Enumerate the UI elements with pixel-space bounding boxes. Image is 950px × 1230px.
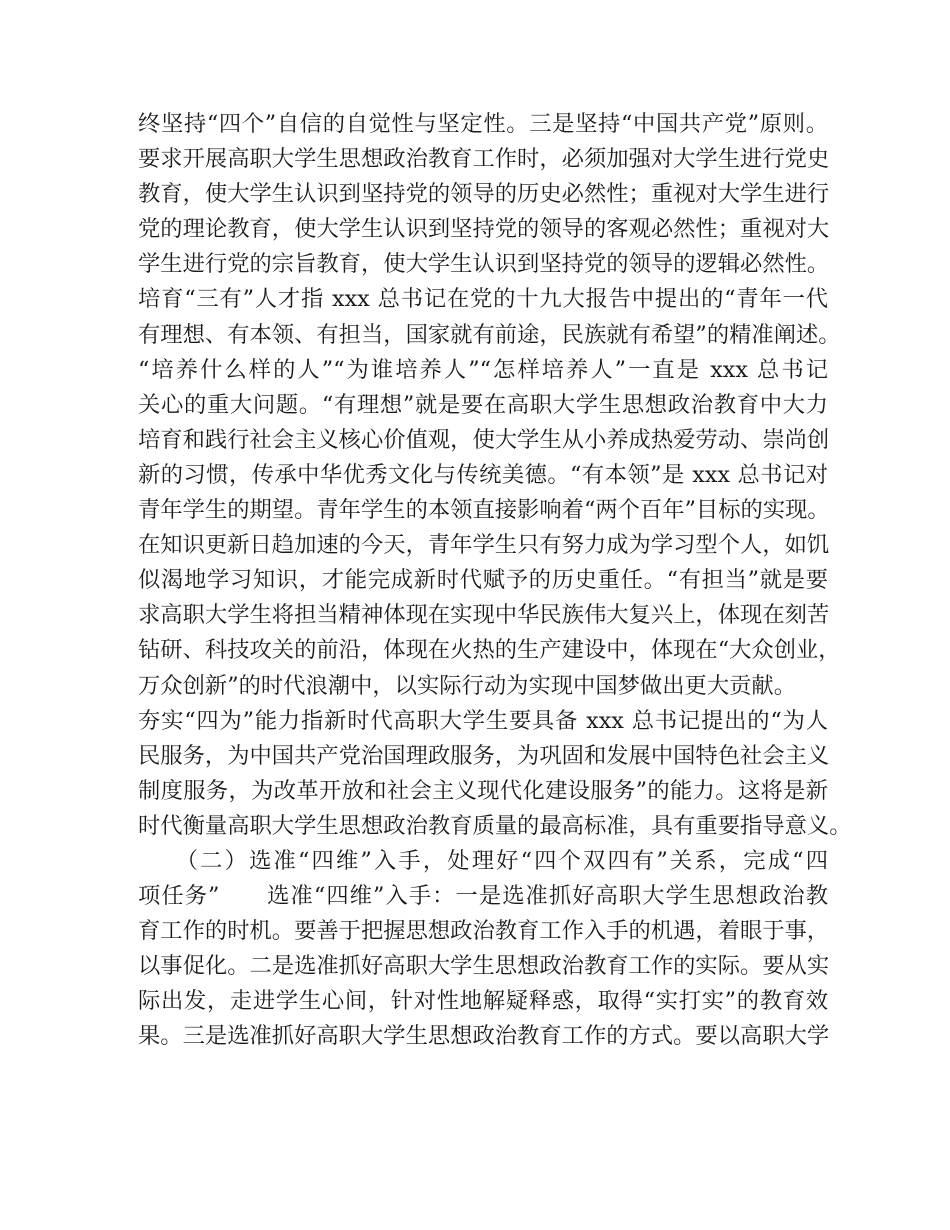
text-line: 有理想、有本领、有担当，国家就有前途，民族就有希望”的精准阐述。 xyxy=(138,321,841,348)
text-line: 际出发，走进学生心间，针对性地解疑释惑，取得“实打实”的教育效 xyxy=(138,988,828,1015)
text-line: 果。三是选准抓好高职大学生思想政治教育工作的方式。要以高职大学 xyxy=(138,1023,830,1050)
body-text xyxy=(138,107,852,1055)
text-line: 青年学生的期望。青年学生的本领直接影响着“两个百年”目标的实现。 xyxy=(138,497,830,524)
text-line: 要求开展高职大学生思想政治教育工作时，必须加强对大学生进行党史 xyxy=(138,146,830,173)
text-line: 钻研、科技攻关的前沿，体现在火热的生产建设中，体现在“大众创业， xyxy=(138,637,841,664)
text-line: （二）选准“四维”入手，处理好“四个双四有”关系，完成“四 xyxy=(138,847,828,874)
text-line: 终坚持“四个”自信的自觉性与坚定性。三是坚持“中国共产党”原则。 xyxy=(138,111,828,137)
text-line: 项任务” 选准“四维”入手：一是选准抓好高职大学生思想政治教 xyxy=(138,883,828,910)
text-line: 求高职大学生将担当精神体现在实现中华民族伟大复兴上，体现在刻苦 xyxy=(138,602,830,629)
text-line: 万众创新”的时代浪潮中，以实际行动为实现中国梦做出更大贡献。 xyxy=(138,672,797,699)
text-line: 育工作的时机。要善于把握思想政治教育工作入手的机遇，着眼于事， xyxy=(138,918,830,945)
text-line: 教育，使大学生认识到坚持党的领导的历史必然性；重视对大学生进行 xyxy=(138,181,830,208)
text-line: 培育“三有”人才指 xxx 总书记在党的十九大报告中提出的“青年一代 xyxy=(138,286,828,313)
text-line: 时代衡量高职大学生思想政治教育质量的最高标准，具有重要指导意义。 xyxy=(138,812,852,839)
text-line: 党的理论教育，使大学生认识到坚持党的领导的客观必然性；重视对大 xyxy=(138,216,830,243)
text-line: 学生进行党的宗旨教育，使大学生认识到坚持党的领导的逻辑必然性。 xyxy=(138,251,830,278)
text-line: 关心的重大问题。“有理想”就是要在高职大学生思想政治教育中大力 xyxy=(138,391,828,418)
text-line: “培养什么样的人”“为谁培养人”“怎样培养人”一直是 xxx 总书记 xyxy=(138,356,828,383)
text-line: 夯实“四为”能力指新时代高职大学生要具备 xxx 总书记提出的“为人 xyxy=(138,707,828,734)
text-line: 以事促化。二是选准抓好高职大学生思想政治教育工作的实际。要从实 xyxy=(138,953,830,980)
text-line: 制度服务，为改革开放和社会主义现代化建设服务”的能力。这将是新 xyxy=(138,777,828,804)
text-line: 在知识更新日趋加速的今天，青年学生只有努力成为学习型个人，如饥 xyxy=(138,532,830,559)
text-line: 民服务，为中国共产党治国理政服务，为巩固和发展中国特色社会主义 xyxy=(138,742,830,769)
text-line: 似渴地学习知识，才能完成新时代赋予的历史重任。“有担当”就是要 xyxy=(138,567,828,594)
text-line: 新的习惯，传承中华优秀文化与传统美德。“有本领”是 xxx 总书记对 xyxy=(138,461,828,488)
text-line: 培育和践行社会主义核心价值观，使大学生从小养成热爱劳动、崇尚创 xyxy=(138,426,830,453)
